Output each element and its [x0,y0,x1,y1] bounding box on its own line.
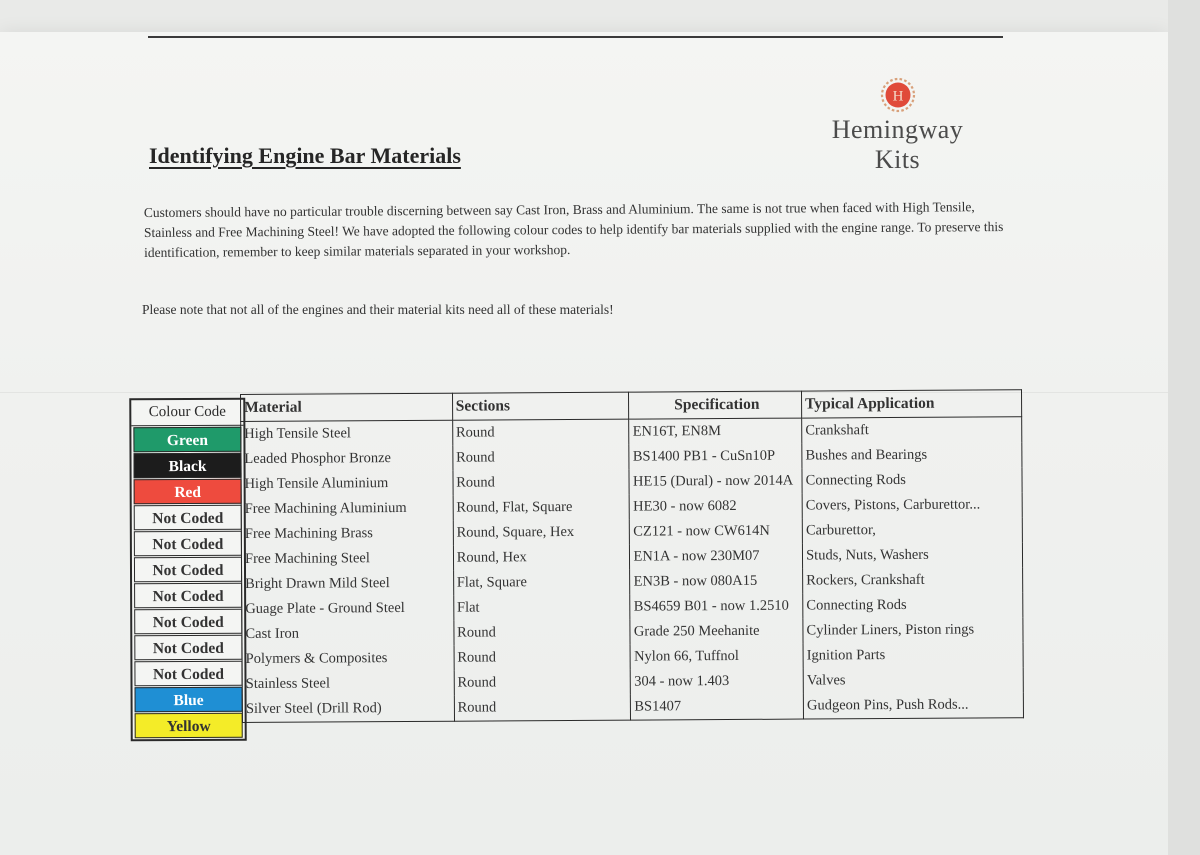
sections-cell: Round [453,445,630,471]
logo-line-2: Kits [874,145,921,174]
colour-code-header: Colour Code [131,400,243,426]
header-material: Material [241,393,453,421]
colour-code-cell: Not Coded [134,583,242,608]
colour-code-column [129,398,246,742]
sections-cell: Flat, Square [453,570,630,596]
note-paragraph: Please note that not all of the engines and their material kits need all of these materials! [142,302,614,317]
materials-table [240,389,1024,723]
sections-cell: Round [454,695,631,722]
material-cell: Free Machining Brass [241,521,453,547]
emblem-letter: H [892,88,903,105]
material-cell: High Tensile Aluminium [241,471,453,497]
application-cell: Valves [803,667,1023,693]
header-specification: Specification [629,391,802,419]
specification-cell: BS4659 B01 - now 1.2510 [630,594,803,620]
sections-cell: Round [454,620,631,646]
specification-cell: BS1400 PB1 - CuSn10P [629,444,802,470]
sections-cell: Round [454,670,631,696]
colour-code-cell: Not Coded [134,531,242,556]
application-cell: Gudgeon Pins, Push Rods... [803,692,1023,719]
sections-cell: Round [454,645,631,671]
application-cell: Ignition Parts [803,642,1023,668]
table-row [242,692,1023,722]
gear-emblem-icon [880,77,916,113]
colour-code-cell: Not Coded [134,609,242,634]
document-title: Identifying Engine Bar Materials [149,143,461,168]
colour-code-cell: Black [133,453,241,478]
application-cell: Crankshaft [802,417,1022,444]
material-cell: Silver Steel (Drill Rod) [242,696,454,723]
colour-code-cell: Not Coded [134,635,242,660]
logo-line-1: Hemingway [831,115,964,144]
material-cell: Guage Plate - Ground Steel [242,596,454,622]
material-cell: Free Machining Steel [241,546,453,572]
specification-cell: 304 - now 1.403 [631,669,804,695]
sections-cell: Round [452,419,629,446]
paper-edge-shadow [1168,0,1200,855]
specification-cell: Grade 250 Meehanite [630,619,803,645]
material-cell: Cast Iron [242,621,454,647]
application-cell: Covers, Pistons, Carburettor... [802,492,1022,518]
material-cell: High Tensile Steel [241,420,453,447]
specification-cell: CZ121 - now CW614N [630,519,803,545]
application-cell: Rockers, Crankshaft [803,567,1023,593]
sections-cell: Round, Square, Hex [453,520,630,546]
specification-cell: EN1A - now 230M07 [630,544,803,570]
header-sections: Sections [452,392,629,420]
material-cell: Free Machining Aluminium [241,496,453,522]
material-cell: Polymers & Composites [242,646,454,672]
intro-paragraph: Customers should have no particular trouble discerning between say Cast Iron, Brass and Aluminium. The same is not true when faced with High Tensile, Stainless and Free Machining Steel! We have adopted the following colour codes to help identify bar materials supplied with the engine range. To preserve this identification, remember to keep similar materials separated in your workshop. [143,199,1004,261]
specification-cell: Nylon 66, Tuffnol [630,644,803,670]
application-cell: Bushes and Bearings [802,442,1022,468]
specification-cell: HE15 (Dural) - now 2014A [629,469,802,495]
material-cell: Stainless Steel [242,671,454,697]
sections-cell: Round, Flat, Square [453,495,630,521]
colour-code-cell: Green [133,427,241,452]
application-cell: Studs, Nuts, Washers [803,542,1023,568]
colour-code-cell: Red [134,479,242,504]
colour-code-cell: Not Coded [134,661,242,686]
specification-cell: BS1407 [631,694,804,721]
material-cell: Bright Drawn Mild Steel [242,571,454,597]
top-rule [148,36,1003,38]
application-cell: Connecting Rods [803,592,1023,618]
material-cell: Leaded Phosphor Bronze [241,446,453,472]
application-cell: Connecting Rods [802,467,1022,493]
specification-cell: EN16T, EN8M [629,418,802,445]
colour-code-cell: Yellow [135,713,243,738]
hemingway-logo [815,77,980,175]
colour-code-cell: Not Coded [134,505,242,530]
colour-code-cell: Not Coded [134,557,242,582]
application-cell: Carburettor, [802,517,1022,543]
sections-cell: Flat [453,595,630,621]
sections-cell: Round, Hex [453,545,630,571]
application-cell: Cylinder Liners, Piston rings [803,617,1023,643]
header-typical-application: Typical Application [802,390,1022,418]
specification-cell: HE30 - now 6082 [630,494,803,520]
colour-code-cell: Blue [135,687,243,712]
sections-cell: Round [453,470,630,496]
specification-cell: EN3B - now 080A15 [630,569,803,595]
